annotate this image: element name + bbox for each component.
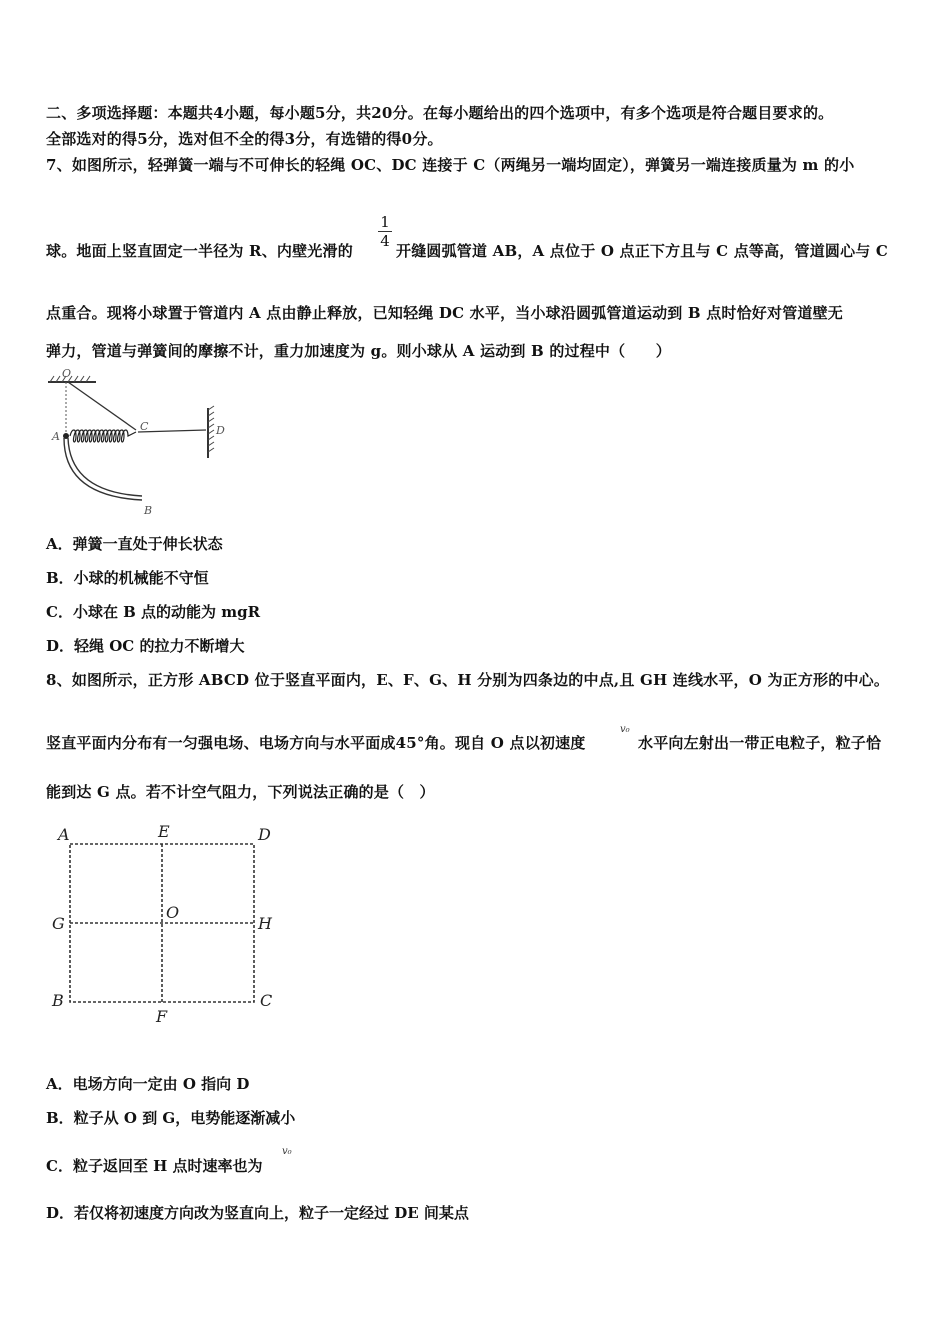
q7-option-b: B．小球的机械能不守恒 — [46, 569, 209, 587]
q7-stem-line4: 弹力，管道与弹簧间的摩擦不计，重力加速度为 g。则小球从 A 运动到 B 的过程中（ ） — [46, 342, 671, 360]
label-E: E — [158, 822, 170, 841]
label-C: C — [140, 420, 149, 433]
q7-option-a: A．弹簧一直处于伸长状态 — [46, 535, 223, 553]
q8-v0-symbol: v₀ — [620, 724, 630, 735]
label-F: F — [156, 1007, 168, 1026]
q8-option-b: B．粒子从 O 到 G，电势能逐渐减小 — [46, 1109, 296, 1127]
q7-figure — [44, 368, 244, 518]
label-G: G — [52, 914, 65, 933]
q7-quarter-fraction — [378, 213, 392, 250]
label-A: A — [52, 430, 60, 443]
q7-option-c: C．小球在 B 点的动能为 mgR — [46, 603, 261, 621]
label-C: C — [260, 991, 273, 1010]
label-D: D — [216, 424, 225, 437]
pipe-inner — [68, 438, 142, 496]
label-O: O — [166, 903, 180, 922]
q7-stem-line2-before: 球。地面上竖直固定一半径为 R、内壁光滑的 — [46, 242, 353, 260]
q8-stem-line2-before: 竖直平面内分布有一匀强电场、电场方向与水平面成45°角。现自 O 点以初速度 — [46, 734, 586, 752]
label-D: D — [258, 825, 271, 844]
q8-stem-line3: 能到达 G 点。若不计空气阻力，下列说法正确的是（ ） — [46, 783, 435, 801]
fraction-denominator: 4 — [380, 232, 390, 250]
q8-option-c: C．粒子返回至 H 点时速率也为 — [46, 1157, 263, 1175]
q8-stem-line1: 8、如图所示，正方形 ABCD 位于竖直平面内，E、F、G、H 分别为四条边的中点,且 GH 连线水平，O 为正方形的中心。 — [46, 671, 890, 689]
q8-option-a: A．电场方向一定由 O 指向 D — [46, 1075, 250, 1093]
pipe-outer — [64, 438, 142, 500]
label-B: B — [52, 991, 64, 1010]
label-H: H — [258, 914, 272, 933]
fraction-numerator: 1 — [378, 213, 392, 232]
q8-option-c-v0: v₀ — [282, 1146, 292, 1157]
q8-stem-line2-after: 水平向左射出一带正电粒子，粒子恰 — [638, 734, 882, 752]
q7-stem-line1: 7、如图所示，轻弹簧一端与不可伸长的轻绳 OC、DC 连接于 C（两绳另一端均固定），弹簧另一端连接质量为 m 的小 — [46, 156, 855, 174]
section-header-line2: 全部选对的得5分，选对但不全的得3分，有选错的得0分。 — [46, 130, 443, 148]
label-O: O — [62, 368, 72, 380]
q8-option-d: D．若仅将初速度方向改为竖直向上，粒子一定经过 DE 间某点 — [46, 1204, 469, 1222]
q8-figure — [44, 818, 294, 1028]
label-B: B — [144, 504, 153, 517]
rope-OC — [68, 382, 136, 430]
q7-stem-line3: 点重合。现将小球置于管道内 A 点由静止释放，已知轻绳 DC 水平，当小球沿圆弧管道运动到 B 点时恰好对管道壁无 — [46, 304, 844, 322]
section-header-line1: 二、多项选择题：本题共4小题，每小题5分，共20分。在每小题给出的四个选项中，有多个选项是符合题目要求的。 — [46, 104, 834, 122]
q7-option-d: D．轻绳 OC 的拉力不断增大 — [46, 637, 245, 655]
q7-stem-line2-after: 开缝圆弧管道 AB，A 点位于 O 点正下方且与 C 点等高，管道圆心与 C — [396, 242, 889, 260]
spring — [70, 430, 136, 442]
label-A: A — [58, 825, 70, 844]
